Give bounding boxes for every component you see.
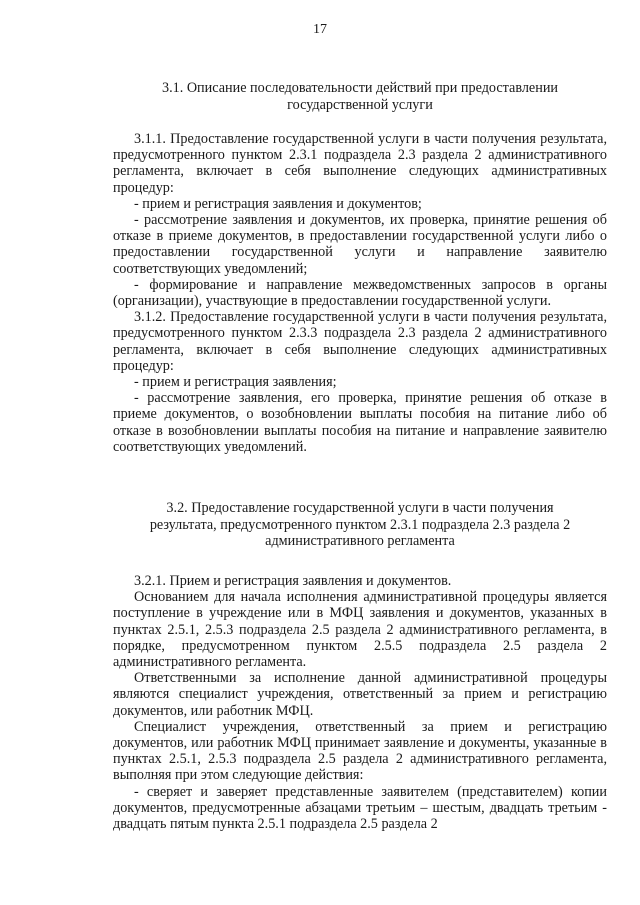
paragraph: Ответственными за исполнение данной административной процедуры являются специалист учреждения, ответственный за прием и регистрацию документов, или работник МФЦ.: [113, 670, 607, 719]
list-item: - формирование и направление межведомственных запросов в органы (организации), участвующие в предоставлении государственной услуги.: [113, 276, 607, 310]
paragraph: Специалист учреждения, ответственный за прием и регистрацию документов, или работник МФЦ принимает заявление и документы, указанные в пунктах 2.5.1, 2.5.3 подраздела 2.5 раздела 2 административного регламента, выполняя при этом следующие действия:: [113, 718, 607, 784]
subsection-title: 3.2.1. Прием и регистрация заявления и документов.: [134, 573, 452, 589]
list-item: - прием и регистрация заявления;: [134, 374, 337, 391]
heading-line: 3.2. Предоставление государственной услуги в части получения: [166, 500, 554, 516]
paragraph: Основанием для начала исполнения административной процедуры является поступление в учреждение или в МФЦ заявления и документов, указанных в пунктах 2.5.1, 2.5.3 подраздела 2.5 раздела 2 административного регламента, в порядке, предусмотренном пунктом 2.5.5 подраздела 2.5 раздела 2 административного регламента.: [113, 589, 607, 671]
paragraph: 3.1.1. Предоставление государственной услуги в части получения результата, предусмотренного пунктом 2.3.1 подраздела 2.3 раздела 2 административного регламента, включает в себя выполнение следующих административных процедур:: [113, 131, 607, 196]
paragraph: 3.1.2. Предоставление государственной услуги в части получения результата, предусмотренного пунктом 2.3.3 подраздела 2.3 раздела 2 административного регламента, включает в себя выполнение следующих административных процедур:: [113, 309, 607, 374]
section-3-1-heading: [113, 80, 607, 113]
section-3-2-heading: [113, 500, 607, 550]
list-item: - сверяет и заверяет представленные заявителем (представителем) копии документов, предусмотренные абзацами третьим – шестым, двадцать третьим - двадцать пятым пункта 2.5.1 подраздела 2.5 раздела 2: [113, 783, 607, 833]
list-item: - прием и регистрация заявления и документов;: [134, 195, 422, 212]
page-number: 17: [313, 22, 327, 37]
heading-line: административного регламента: [265, 533, 455, 549]
section-3-2-text: [113, 573, 607, 832]
list-item: - рассмотрение заявления и документов, их проверка, принятие решения об отказе в приеме документов, в предоставлении государственной услуги либо о предоставлении государственной услуги и направление заявителю соответствующих уведомлений;: [113, 212, 607, 277]
heading-line: государственной услуги: [287, 96, 433, 113]
heading-line: результата, предусмотренного пунктом 2.3.1 подраздела 2.3 раздела 2: [149, 516, 571, 533]
list-item: - рассмотрение заявления, его проверка, принятие решения об отказе в приеме документов, о возобновлении выплаты пособия на питание либо об отказе в возобновлении выплаты пособия на питание и направление заявителю соответствующих уведомлений.: [113, 390, 607, 455]
heading-line: 3.1. Описание последовательности действий при предоставлении: [161, 80, 559, 96]
section-3-1-text: [113, 131, 607, 455]
